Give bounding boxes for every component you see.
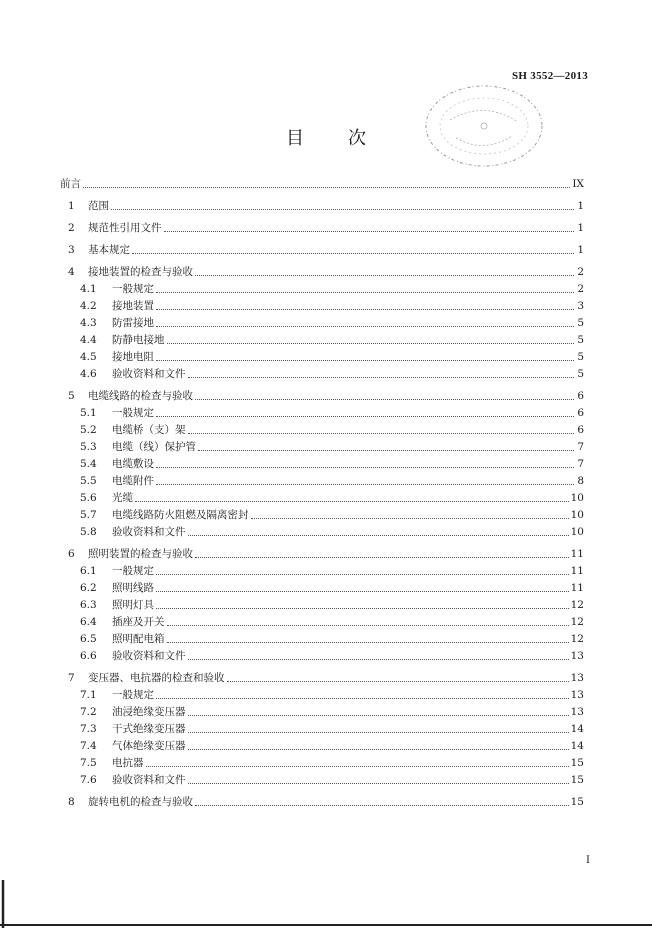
dot-leader <box>188 731 569 733</box>
toc-entry-number: 4.2 <box>80 300 97 312</box>
toc-entry-number: 7 <box>68 672 75 684</box>
dot-leader <box>156 308 574 310</box>
toc-entry-page: 5 <box>577 317 584 329</box>
toc-entry-number: 5.5 <box>80 475 97 487</box>
toc-entry-number: 6.1 <box>80 565 97 577</box>
toc-entry-title: 旋转电机的检查与验收 <box>88 796 193 808</box>
toc-entry-page: 14 <box>570 740 584 752</box>
toc-entry-page: 10 <box>570 526 584 538</box>
toc-entry <box>60 631 584 648</box>
toc-entry <box>60 242 584 259</box>
toc-entry-number: 3 <box>68 244 75 256</box>
toc-entry-title: 接地电阻 <box>112 351 154 363</box>
toc-entry-page: IX <box>572 178 584 190</box>
toc-entry-number: 5.6 <box>80 492 97 504</box>
toc-entry-title: 电缆线路的检查与验收 <box>88 390 193 402</box>
dot-leader <box>188 748 569 750</box>
dot-leader <box>156 325 574 327</box>
toc-entry-title: 电缆敷设 <box>112 458 154 470</box>
toc-entry-number: 6.3 <box>80 599 97 611</box>
dot-leader <box>167 624 569 626</box>
toc-entry-title: 防雷接地 <box>112 317 154 329</box>
toc-entry <box>60 490 584 507</box>
toc-entry-number: 5.2 <box>80 424 97 436</box>
toc-entry-number: 8 <box>68 796 75 808</box>
toc-entry <box>60 597 584 614</box>
toc-entry-page: 7 <box>577 441 584 453</box>
dot-leader <box>188 658 569 660</box>
toc-entry <box>60 524 584 541</box>
dot-leader <box>188 714 569 716</box>
dot-leader <box>198 449 574 451</box>
toc-entry <box>60 670 584 687</box>
dot-leader <box>188 534 569 536</box>
toc-entry-page: 10 <box>570 492 584 504</box>
toc-entry-page: 1 <box>577 244 584 256</box>
toc-entry-title: 防静电接地 <box>112 334 165 346</box>
toc-entry-title: 接地装置 <box>112 300 154 312</box>
toc-entry-number: 5.7 <box>80 509 97 521</box>
dot-leader <box>227 680 569 682</box>
toc-entry-title: 验收资料和文件 <box>112 368 186 380</box>
toc-entry <box>60 546 584 563</box>
toc-entry <box>60 473 584 490</box>
toc-entry-title: 光缆 <box>112 492 133 504</box>
toc-entry-page: 13 <box>570 706 584 718</box>
toc-entry-page: 12 <box>570 633 584 645</box>
toc-entry <box>60 220 584 237</box>
dot-leader <box>195 804 569 806</box>
toc-entry-title: 电抗器 <box>112 757 144 769</box>
toc-entry-page: 15 <box>570 757 584 769</box>
toc-entry-page: 1 <box>577 200 584 212</box>
toc-entry <box>60 772 584 789</box>
scan-edge-mark <box>0 880 12 930</box>
toc-entry-page: 7 <box>577 458 584 470</box>
dot-leader <box>135 500 569 502</box>
toc-entry-title: 变压器、电抗器的检查和验收 <box>88 672 225 684</box>
scan-bottom-edge <box>0 924 652 926</box>
toc-entry-number: 6.4 <box>80 616 97 628</box>
toc-entry-page: 2 <box>577 266 584 278</box>
toc-entry-number: 6 <box>68 548 75 560</box>
toc-entry <box>60 439 584 456</box>
toc-entry-title: 验收资料和文件 <box>112 650 186 662</box>
dot-leader <box>156 483 574 485</box>
toc-entry-page: 11 <box>570 582 584 594</box>
toc-entry-number: 5.8 <box>80 526 97 538</box>
toc-entry <box>60 755 584 772</box>
toc-entry <box>60 738 584 755</box>
toc-entry-title: 照明装置的检查与验收 <box>88 548 193 560</box>
toc-entry-title: 范围 <box>88 200 109 212</box>
toc-entry-page: 5 <box>577 368 584 380</box>
toc-entry-number: 2 <box>68 222 75 234</box>
dot-leader <box>156 359 574 361</box>
dot-leader <box>167 641 569 643</box>
toc-entry <box>60 388 584 405</box>
dot-leader <box>195 398 574 400</box>
toc-entry-title: 电缆线路防火阻燃及隔离密封 <box>112 509 249 521</box>
dot-leader <box>156 607 569 609</box>
toc-entry-page: 8 <box>577 475 584 487</box>
toc-entry-title: 电缆桥（支）架 <box>112 424 186 436</box>
dot-leader <box>156 466 574 468</box>
dot-leader <box>188 782 569 784</box>
toc-entry <box>60 176 584 193</box>
toc-entry <box>60 315 584 332</box>
toc-entry <box>60 794 584 811</box>
dot-leader <box>188 432 575 434</box>
toc-entry-number: 4.6 <box>80 368 97 380</box>
toc-entry-title: 前言 <box>60 178 81 190</box>
toc-entry-number: 7.4 <box>80 740 97 752</box>
toc-entry-page: 14 <box>570 723 584 735</box>
toc-entry <box>60 332 584 349</box>
toc-entry-number: 4 <box>68 266 75 278</box>
dot-leader <box>111 208 574 210</box>
toc-entry-title: 气体绝缘变压器 <box>112 740 186 752</box>
toc-entry-title: 基本规定 <box>88 244 130 256</box>
toc-entry <box>60 580 584 597</box>
toc-entry-title: 油浸绝缘变压器 <box>112 706 186 718</box>
toc-entry <box>60 366 584 383</box>
toc-entry-number: 5.3 <box>80 441 97 453</box>
toc-entry-title: 一般规定 <box>112 407 154 419</box>
toc-entry-number: 7.1 <box>80 689 97 701</box>
toc-entry-page: 12 <box>570 616 584 628</box>
toc-entry-title: 一般规定 <box>112 565 154 577</box>
toc-entry-number: 7.5 <box>80 757 97 769</box>
dot-leader <box>251 517 569 519</box>
toc-entry <box>60 614 584 631</box>
toc-entry-number: 4.4 <box>80 334 97 346</box>
toc-entry-number: 5.1 <box>80 407 97 419</box>
toc-entry-title: 电缆（线）保护管 <box>112 441 196 453</box>
page-title: 目次 <box>286 128 410 149</box>
toc-entry-page: 2 <box>577 283 584 295</box>
toc-entry <box>60 456 584 473</box>
toc-entry-page: 15 <box>570 796 584 808</box>
toc-entry-title: 验收资料和文件 <box>112 526 186 538</box>
toc-entry-title: 照明线路 <box>112 582 154 594</box>
toc-entry-title: 干式绝缘变压器 <box>112 723 186 735</box>
toc-entry <box>60 648 584 665</box>
dot-leader <box>156 573 569 575</box>
toc-entry-number: 6.2 <box>80 582 97 594</box>
toc-entry-number: 7.6 <box>80 774 97 786</box>
toc-entry-title: 接地装置的检查与验收 <box>88 266 193 278</box>
toc-entry-number: 6.6 <box>80 650 97 662</box>
toc-entry <box>60 687 584 704</box>
toc-entry <box>60 704 584 721</box>
toc-entry-title: 一般规定 <box>112 283 154 295</box>
dot-leader <box>156 590 569 592</box>
toc-entry <box>60 281 584 298</box>
toc-entry <box>60 298 584 315</box>
toc-entry-number: 4.5 <box>80 351 97 363</box>
toc-entry-page: 13 <box>570 672 584 684</box>
toc-entry-page: 1 <box>577 222 584 234</box>
toc-entry-page: 13 <box>570 689 584 701</box>
toc-entry-page: 5 <box>577 334 584 346</box>
toc-entry <box>60 405 584 422</box>
table-of-contents <box>60 176 584 811</box>
toc-entry-title: 照明灯具 <box>112 599 154 611</box>
toc-entry <box>60 198 584 215</box>
toc-entry <box>60 349 584 366</box>
dot-leader <box>195 274 574 276</box>
toc-entry-page: 11 <box>570 548 584 560</box>
toc-entry-title: 插座及开关 <box>112 616 165 628</box>
toc-entry-page: 6 <box>577 424 584 436</box>
toc-entry-number: 7.3 <box>80 723 97 735</box>
dot-leader <box>132 252 574 254</box>
toc-entry-title: 电缆附件 <box>112 475 154 487</box>
dot-leader <box>156 697 569 699</box>
toc-entry-number: 5.4 <box>80 458 97 470</box>
toc-entry-number: 4.3 <box>80 317 97 329</box>
toc-entry-page: 11 <box>570 565 584 577</box>
page-number: I <box>586 855 590 866</box>
toc-entry-number: 1 <box>68 200 75 212</box>
toc-entry <box>60 721 584 738</box>
toc-entry-page: 6 <box>577 407 584 419</box>
toc-entry <box>60 264 584 281</box>
document-code: SH 3552—2013 <box>511 70 588 82</box>
dot-leader <box>195 556 569 558</box>
toc-entry-number: 7.2 <box>80 706 97 718</box>
toc-entry-page: 15 <box>570 774 584 786</box>
toc-entry-page: 12 <box>570 599 584 611</box>
dot-leader <box>156 291 574 293</box>
toc-entry-number: 6.5 <box>80 633 97 645</box>
toc-entry-title: 规范性引用文件 <box>88 222 162 234</box>
toc-entry <box>60 563 584 580</box>
dot-leader <box>188 376 575 378</box>
toc-entry-number: 5 <box>68 390 75 402</box>
dot-leader <box>167 342 575 344</box>
toc-entry-title: 验收资料和文件 <box>112 774 186 786</box>
toc-entry-number: 4.1 <box>80 283 97 295</box>
toc-entry <box>60 507 584 524</box>
toc-entry <box>60 422 584 439</box>
toc-entry-page: 10 <box>570 509 584 521</box>
toc-entry-page: 3 <box>577 300 584 312</box>
dot-leader <box>164 230 575 232</box>
dot-leader <box>83 186 570 188</box>
dot-leader <box>146 765 569 767</box>
toc-entry-title: 照明配电箱 <box>112 633 165 645</box>
toc-entry-page: 13 <box>570 650 584 662</box>
toc-entry-title: 一般规定 <box>112 689 154 701</box>
toc-entry-page: 5 <box>577 351 584 363</box>
toc-entry-page: 6 <box>577 390 584 402</box>
dot-leader <box>156 415 574 417</box>
